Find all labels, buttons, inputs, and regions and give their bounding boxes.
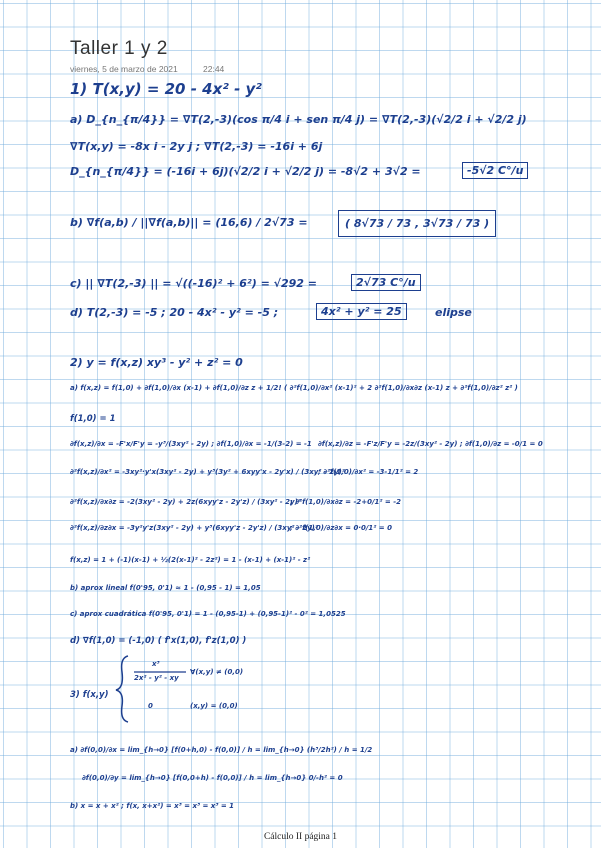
problem-2a-taylor: a) f(x,z) = f(1,0) + ∂f(1,0)/∂x (x-1) + ∂f(1,0)/∂z z + 1/2! ( ∂²f(1,0)/∂x² (x-1)² + 2 ∂²f(1,0)/∂x∂z (x-1) z + ∂²f(1,0)/∂z² z² ) <box>70 384 518 392</box>
page-time: 22:44 <box>203 64 225 74</box>
problem-1a-line1: a) D_{n_{π/4}} = ∇T(2,-3)(cos π/4 i + sen π/4 j) = ∇T(2,-3)(√2/2 i + √2/2 j) <box>70 113 527 126</box>
problem-1d-answer-box: 4x² + y² = 25 <box>316 303 407 320</box>
problem-1c-line: c) || ∇T(2,-3) || = √((-16)² + 6²) = √292 = <box>70 277 317 290</box>
problem-2a-second-deriv-xz: ∂²f(x,z)/∂x∂z = -2(3xy² - 2y) + 2z(6xyy'z - 2y'z) / (3xy² - 2y)² <box>70 498 301 506</box>
problem-2a-first-deriv-x: ∂f(x,z)/∂x = -F'x/F'y = -y³/(3xy² - 2y) ; ∂f(1,0)/∂x = -1/(3-2) = -1 <box>70 440 312 448</box>
page-footer: Cálculo II página 1 <box>263 832 338 842</box>
problem-1c-answer-box: 2√73 C°/u <box>351 274 421 291</box>
problem-2a-first-deriv-z: ∂f(x,z)/∂z = -F'z/F'y = -2z/(3xy² - 2y) ; ∂f(1,0)/∂z = -0/1 = 0 <box>318 440 543 448</box>
problem-1a-answer-box: -5√2 C°/u <box>462 162 528 179</box>
problem-2d-line: d) ∇f(1,0) = (-1,0) ( f'x(1,0), f'z(1,0) ) <box>70 636 247 646</box>
problem-1a-line2: ∇T(x,y) = -8x i - 2y j ; ∇T(2,-3) = -16i + 6j <box>70 140 323 153</box>
problem-3b-line: b) x = x + x² ; f(x, x+x²) = x³ = x³ = x³ = 1 <box>70 802 234 810</box>
problem-2a-second-deriv-xx: ∂²f(x,z)/∂x² = -3xy²·y'x(3xy² - 2y) + y³(3y² + 6xyy'x - 2y'x) / (3xy² - 2y)² <box>70 468 345 476</box>
problem-3-case2-condition: (x,y) = (0,0) <box>190 702 238 710</box>
problem-2a-result: f(x,z) = 1 + (-1)(x-1) + ½(2(x-1)² - 2z²) = 1 - (x-1) + (x-1)² - z² <box>70 556 311 564</box>
problem-1d-line: d) T(2,-3) = -5 ; 20 - 4x² - y² = -5 ; <box>70 306 279 319</box>
problem-3-case1-condition: ∀(x,y) ≠ (0,0) <box>190 668 244 676</box>
problem-1b-answer-box: ( 8√73 / 73 , 3√73 / 73 ) <box>338 210 496 237</box>
problem-2b-line: b) aprox lineal f(0'95, 0'1) ≈ 1 - (0,95 - 1) = 1,05 <box>70 584 261 592</box>
problem-2a-second-deriv-xx-eval: ; ∂²f(1,0)/∂x² = -3-1/1² = 2 <box>318 468 419 476</box>
page-title: Taller 1 y 2 <box>70 38 168 59</box>
problem-1b-lhs: b) ∇f(a,b) / ||∇f(a,b)|| = (16,6) / 2√73 = <box>70 216 308 229</box>
problem-2a-second-deriv-xz-eval: ; ∂²f(1,0)/∂x∂z = -2+0/1² = -2 <box>290 498 401 506</box>
problem-3a-line1: a) ∂f(0,0)/∂x = lim_{h→0} [f(0+h,0) - f(0,0)] / h = lim_{h→0} (h³/2h²) / h = 1/2 <box>70 746 373 754</box>
problem-2a-second-deriv-zx-eval: ; ∂²f(1,0)/∂z∂x = 0·0/1² = 0 <box>290 524 392 532</box>
problem-1a-line3: D_{n_{π/4}} = (-16i + 6j)(√2/2 i + √2/2 j) = -8√2 + 3√2 = <box>70 165 421 178</box>
problem-3-case1-numerator: x³ <box>152 660 160 668</box>
problem-1-statement: 1) T(x,y) = 20 - 4x² - y² <box>70 80 262 98</box>
page-date: viernes, 5 de marzo de 2021 <box>70 64 178 74</box>
problem-1d-tail: elipse <box>435 306 472 319</box>
piecewise-brace <box>116 656 128 722</box>
problem-2-statement: 2) y = f(x,z) xy³ - y² + z² = 0 <box>70 356 243 369</box>
problem-2a-f10: f(1,0) = 1 <box>70 414 116 424</box>
problem-3-case1-denominator: 2x² - y² - xy <box>134 674 179 682</box>
problem-3-label: 3) f(x,y) <box>70 690 109 700</box>
problem-3a-line2: ∂f(0,0)/∂y = lim_{h→0} [f(0,0+h) - f(0,0)] / h = lim_{h→0} 0/-h² = 0 <box>82 774 343 782</box>
problem-3-case2-value: 0 <box>148 702 153 710</box>
problem-2a-second-deriv-zx: ∂²f(x,z)/∂z∂x = -3y²y'z(3xy² - 2y) + y³(6xyy'z - 2y'z) / (3xy² - 2y)² <box>70 524 318 532</box>
problem-2c-line: c) aprox cuadrática f(0'95, 0'1) = 1 - (0,95-1) + (0,95-1)² - 0² = 1,0525 <box>70 610 346 618</box>
